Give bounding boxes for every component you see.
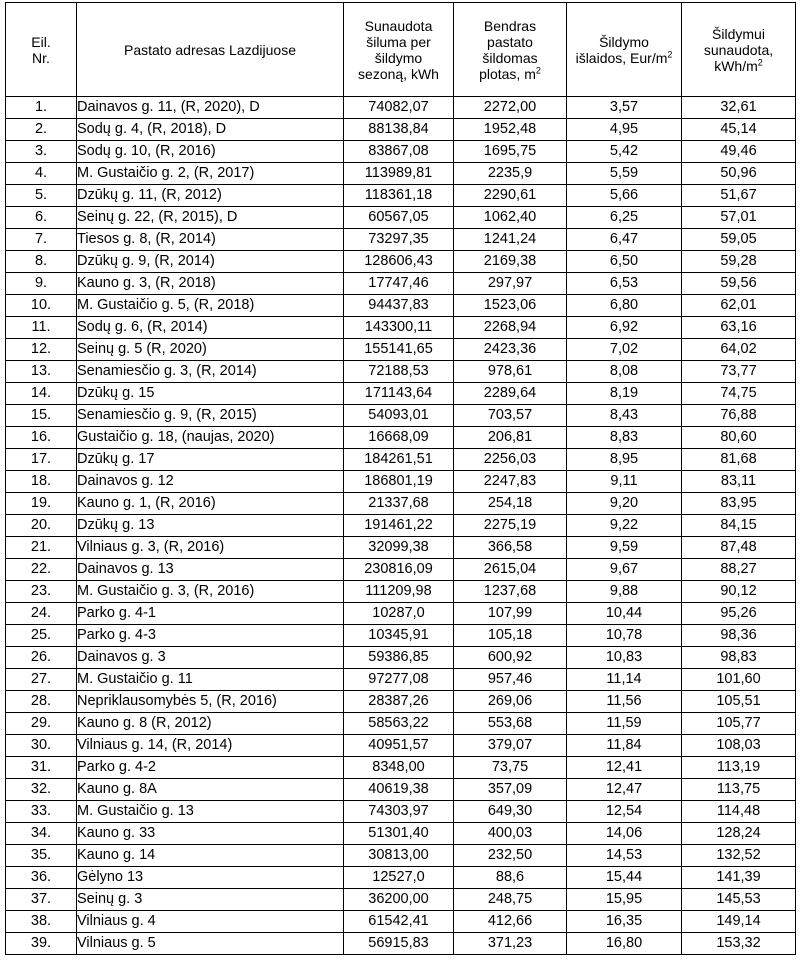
row-cost: 15,44 [567, 867, 682, 889]
table-row [6, 273, 796, 295]
row-per-m2: 59,56 [682, 273, 796, 295]
table-row [6, 251, 796, 273]
row-energy: 72188,53 [344, 361, 454, 383]
row-energy: 58563,22 [344, 713, 454, 735]
table-row [6, 691, 796, 713]
row-area: 649,30 [454, 801, 567, 823]
row-number: 33. [6, 801, 77, 823]
row-area: 957,46 [454, 669, 567, 691]
row-per-m2: 50,96 [682, 163, 796, 185]
row-area: 2247,83 [454, 471, 567, 493]
row-number: 20. [6, 515, 77, 537]
row-number: 13. [6, 361, 77, 383]
header-nr: Eil. Nr. [6, 3, 77, 97]
row-number: 12. [6, 339, 77, 361]
row-energy: 191461,22 [344, 515, 454, 537]
row-energy: 74303,97 [344, 801, 454, 823]
row-area: 600,92 [454, 647, 567, 669]
row-energy: 59386,85 [344, 647, 454, 669]
row-energy: 111209,98 [344, 581, 454, 603]
row-per-m2: 59,28 [682, 251, 796, 273]
row-number: 25. [6, 625, 77, 647]
row-address: Kauno g. 33 [77, 823, 344, 845]
row-per-m2: 113,75 [682, 779, 796, 801]
row-address: M. Gustaičio g. 2, (R, 2017) [77, 163, 344, 185]
row-address: Gustaičio g. 18, (naujas, 2020) [77, 427, 344, 449]
row-area: 1062,40 [454, 207, 567, 229]
row-cost: 6,53 [567, 273, 682, 295]
row-per-m2: 63,16 [682, 317, 796, 339]
row-area: 2615,04 [454, 559, 567, 581]
table-row [6, 537, 796, 559]
row-cost: 9,67 [567, 559, 682, 581]
table-row [6, 185, 796, 207]
row-energy: 97277,08 [344, 669, 454, 691]
table-row [6, 339, 796, 361]
row-cost: 11,56 [567, 691, 682, 713]
row-number: 26. [6, 647, 77, 669]
table-row [6, 515, 796, 537]
row-cost: 6,50 [567, 251, 682, 273]
row-energy: 128606,43 [344, 251, 454, 273]
row-number: 3. [6, 141, 77, 163]
row-energy: 155141,65 [344, 339, 454, 361]
table-row [6, 779, 796, 801]
row-area: 105,18 [454, 625, 567, 647]
row-area: 2275,19 [454, 515, 567, 537]
row-cost: 12,47 [567, 779, 682, 801]
row-cost: 6,80 [567, 295, 682, 317]
row-number: 16. [6, 427, 77, 449]
table-row [6, 97, 796, 119]
row-area: 400,03 [454, 823, 567, 845]
row-address: Dzūkų g. 11, (R, 2012) [77, 185, 344, 207]
row-number: 24. [6, 603, 77, 625]
row-cost: 16,35 [567, 911, 682, 933]
row-address: Dzūkų g. 9, (R, 2014) [77, 251, 344, 273]
row-energy: 113989,81 [344, 163, 454, 185]
table-row [6, 383, 796, 405]
row-energy: 8348,00 [344, 757, 454, 779]
header-row [6, 3, 796, 97]
table-row [6, 647, 796, 669]
table-row [6, 427, 796, 449]
table-row [6, 823, 796, 845]
row-area: 703,57 [454, 405, 567, 427]
row-area: 1237,68 [454, 581, 567, 603]
row-energy: 10287,0 [344, 603, 454, 625]
row-number: 9. [6, 273, 77, 295]
row-area: 2272,00 [454, 97, 567, 119]
row-per-m2: 64,02 [682, 339, 796, 361]
row-number: 6. [6, 207, 77, 229]
row-area: 412,66 [454, 911, 567, 933]
row-number: 4. [6, 163, 77, 185]
row-address: Dainavos g. 13 [77, 559, 344, 581]
row-address: Dainavos g. 3 [77, 647, 344, 669]
row-per-m2: 76,88 [682, 405, 796, 427]
row-number: 23. [6, 581, 77, 603]
row-number: 7. [6, 229, 77, 251]
table-row [6, 361, 796, 383]
row-area: 2169,38 [454, 251, 567, 273]
row-address: Vilniaus g. 4 [77, 911, 344, 933]
row-energy: 10345,91 [344, 625, 454, 647]
row-number: 32. [6, 779, 77, 801]
row-number: 21. [6, 537, 77, 559]
row-area: 88,6 [454, 867, 567, 889]
row-area: 206,81 [454, 427, 567, 449]
row-number: 37. [6, 889, 77, 911]
row-per-m2: 88,27 [682, 559, 796, 581]
row-address: Vilniaus g. 14, (R, 2014) [77, 735, 344, 757]
row-area: 254,18 [454, 493, 567, 515]
row-number: 39. [6, 933, 77, 955]
row-number: 5. [6, 185, 77, 207]
row-energy: 21337,68 [344, 493, 454, 515]
row-address: Nepriklausomybės 5, (R, 2016) [77, 691, 344, 713]
row-cost: 10,83 [567, 647, 682, 669]
row-area: 379,07 [454, 735, 567, 757]
table-row [6, 911, 796, 933]
row-number: 1. [6, 97, 77, 119]
row-area: 269,06 [454, 691, 567, 713]
header-energy: Sunaudota šiluma per šildymo sezoną, kWh [344, 3, 454, 97]
row-cost: 7,02 [567, 339, 682, 361]
row-per-m2: 132,52 [682, 845, 796, 867]
row-cost: 8,95 [567, 449, 682, 471]
table-row [6, 845, 796, 867]
row-address: Kauno g. 1, (R, 2016) [77, 493, 344, 515]
row-address: Vilniaus g. 5 [77, 933, 344, 955]
row-energy: 230816,09 [344, 559, 454, 581]
row-area: 2289,64 [454, 383, 567, 405]
table-row [6, 713, 796, 735]
row-per-m2: 105,77 [682, 713, 796, 735]
row-address: M. Gustaičio g. 11 [77, 669, 344, 691]
row-cost: 5,66 [567, 185, 682, 207]
row-cost: 14,06 [567, 823, 682, 845]
row-address: Senamiesčio g. 3, (R, 2014) [77, 361, 344, 383]
row-address: Sodų g. 10, (R, 2016) [77, 141, 344, 163]
table-row [6, 559, 796, 581]
table-row [6, 603, 796, 625]
row-address: Dainavos g. 11, (R, 2020), D [77, 97, 344, 119]
table-row [6, 757, 796, 779]
row-area: 1952,48 [454, 119, 567, 141]
row-per-m2: 153,32 [682, 933, 796, 955]
row-cost: 11,84 [567, 735, 682, 757]
row-energy: 40619,38 [344, 779, 454, 801]
row-address: Dainavos g. 12 [77, 471, 344, 493]
row-area: 107,99 [454, 603, 567, 625]
table-row [6, 405, 796, 427]
row-number: 31. [6, 757, 77, 779]
row-address: Sodų g. 4, (R, 2018), D [77, 119, 344, 141]
row-address: Parko g. 4-1 [77, 603, 344, 625]
header-area: Bendras pastato šildomas plotas, $m^2$ [454, 3, 567, 97]
row-cost: 9,11 [567, 471, 682, 493]
row-area: 357,09 [454, 779, 567, 801]
row-number: 11. [6, 317, 77, 339]
row-number: 22. [6, 559, 77, 581]
row-per-m2: 83,95 [682, 493, 796, 515]
row-address: Kauno g. 14 [77, 845, 344, 867]
row-number: 19. [6, 493, 77, 515]
row-address: Parko g. 4-2 [77, 757, 344, 779]
row-area: 2256,03 [454, 449, 567, 471]
table-row [6, 449, 796, 471]
row-energy: 30813,00 [344, 845, 454, 867]
row-number: 30. [6, 735, 77, 757]
row-per-m2: 74,75 [682, 383, 796, 405]
row-per-m2: 95,26 [682, 603, 796, 625]
row-cost: 4,95 [567, 119, 682, 141]
row-cost: 9,22 [567, 515, 682, 537]
row-address: Senamiesčio g. 9, (R, 2015) [77, 405, 344, 427]
row-address: Tiesos g. 8, (R, 2014) [77, 229, 344, 251]
row-per-m2: 59,05 [682, 229, 796, 251]
row-per-m2: 149,14 [682, 911, 796, 933]
table-container [5, 2, 796, 955]
table-row [6, 471, 796, 493]
row-energy: 54093,01 [344, 405, 454, 427]
row-address: Seinų g. 5 (R, 2020) [77, 339, 344, 361]
row-cost: 5,42 [567, 141, 682, 163]
row-address: M. Gustaičio g. 3, (R, 2016) [77, 581, 344, 603]
row-area: 2268,94 [454, 317, 567, 339]
row-per-m2: 98,36 [682, 625, 796, 647]
row-per-m2: 114,48 [682, 801, 796, 823]
row-cost: 12,41 [567, 757, 682, 779]
row-energy: 184261,51 [344, 449, 454, 471]
row-address: Seinų g. 3 [77, 889, 344, 911]
heating-table [5, 2, 796, 955]
row-number: 34. [6, 823, 77, 845]
row-per-m2: 108,03 [682, 735, 796, 757]
row-cost: 6,25 [567, 207, 682, 229]
row-per-m2: 87,48 [682, 537, 796, 559]
row-cost: 9,88 [567, 581, 682, 603]
row-address: Dzūkų g. 13 [77, 515, 344, 537]
row-number: 17. [6, 449, 77, 471]
table-body [6, 97, 796, 955]
row-address: Sodų g. 6, (R, 2014) [77, 317, 344, 339]
row-energy: 17747,46 [344, 273, 454, 295]
row-cost: 14,53 [567, 845, 682, 867]
row-per-m2: 83,11 [682, 471, 796, 493]
row-per-m2: 113,19 [682, 757, 796, 779]
row-energy: 171143,64 [344, 383, 454, 405]
row-address: Gėlyno 13 [77, 867, 344, 889]
row-per-m2: 57,01 [682, 207, 796, 229]
row-number: 18. [6, 471, 77, 493]
row-area: 248,75 [454, 889, 567, 911]
row-per-m2: 32,61 [682, 97, 796, 119]
table-row [6, 119, 796, 141]
row-cost: 8,19 [567, 383, 682, 405]
row-per-m2: 141,39 [682, 867, 796, 889]
table-row [6, 889, 796, 911]
row-per-m2: 98,83 [682, 647, 796, 669]
row-cost: 16,80 [567, 933, 682, 955]
row-energy: 61542,41 [344, 911, 454, 933]
row-energy: 74082,07 [344, 97, 454, 119]
row-per-m2: 73,77 [682, 361, 796, 383]
row-cost: 11,14 [567, 669, 682, 691]
row-energy: 12527,0 [344, 867, 454, 889]
row-cost: 11,59 [567, 713, 682, 735]
row-address: Seinų g. 22, (R, 2015), D [77, 207, 344, 229]
row-address: Dzūkų g. 17 [77, 449, 344, 471]
row-energy: 56915,83 [344, 933, 454, 955]
table-row [6, 207, 796, 229]
row-area: 73,75 [454, 757, 567, 779]
header-per-m2: Šildymui sunaudota, kWh/$m^2$ [682, 3, 796, 97]
row-energy: 88138,84 [344, 119, 454, 141]
row-area: 2423,36 [454, 339, 567, 361]
row-address: Kauno g. 8A [77, 779, 344, 801]
row-number: 36. [6, 867, 77, 889]
row-cost: 5,59 [567, 163, 682, 185]
row-per-m2: 45,14 [682, 119, 796, 141]
row-number: 15. [6, 405, 77, 427]
row-number: 2. [6, 119, 77, 141]
cost-unit-superscript: 2 [667, 48, 673, 59]
row-address: M. Gustaičio g. 5, (R, 2018) [77, 295, 344, 317]
row-cost: 6,47 [567, 229, 682, 251]
table-header [6, 3, 796, 97]
per-m2-unit-superscript: 2 [757, 56, 763, 67]
row-energy: 51301,40 [344, 823, 454, 845]
row-cost: 9,20 [567, 493, 682, 515]
row-number: 10. [6, 295, 77, 317]
row-number: 35. [6, 845, 77, 867]
row-address: Dzūkų g. 15 [77, 383, 344, 405]
table-row [6, 581, 796, 603]
row-per-m2: 81,68 [682, 449, 796, 471]
table-row [6, 163, 796, 185]
row-energy: 36200,00 [344, 889, 454, 911]
row-area: 1695,75 [454, 141, 567, 163]
row-address: Vilniaus g. 3, (R, 2016) [77, 537, 344, 559]
row-area: 366,58 [454, 537, 567, 559]
row-per-m2: 49,46 [682, 141, 796, 163]
row-cost: 3,57 [567, 97, 682, 119]
row-energy: 73297,35 [344, 229, 454, 251]
row-per-m2: 101,60 [682, 669, 796, 691]
row-address: Parko g. 4-3 [77, 625, 344, 647]
row-energy: 118361,18 [344, 185, 454, 207]
row-address: M. Gustaičio g. 13 [77, 801, 344, 823]
row-area: 297,97 [454, 273, 567, 295]
row-energy: 28387,26 [344, 691, 454, 713]
row-per-m2: 128,24 [682, 823, 796, 845]
row-number: 38. [6, 911, 77, 933]
row-cost: 8,83 [567, 427, 682, 449]
table-row [6, 141, 796, 163]
row-cost: 10,78 [567, 625, 682, 647]
row-cost: 9,59 [567, 537, 682, 559]
row-energy: 83867,08 [344, 141, 454, 163]
row-number: 8. [6, 251, 77, 273]
row-per-m2: 62,01 [682, 295, 796, 317]
row-number: 14. [6, 383, 77, 405]
row-cost: 6,92 [567, 317, 682, 339]
row-area: 1523,06 [454, 295, 567, 317]
row-per-m2: 80,60 [682, 427, 796, 449]
row-area: 1241,24 [454, 229, 567, 251]
row-energy: 60567,05 [344, 207, 454, 229]
row-per-m2: 145,53 [682, 889, 796, 911]
row-area: 2290,61 [454, 185, 567, 207]
row-cost: 10,44 [567, 603, 682, 625]
row-area: 232,50 [454, 845, 567, 867]
row-per-m2: 90,12 [682, 581, 796, 603]
row-energy: 40951,57 [344, 735, 454, 757]
table-row [6, 625, 796, 647]
row-cost: 8,43 [567, 405, 682, 427]
area-unit-superscript: 2 [535, 64, 541, 75]
row-per-m2: 51,67 [682, 185, 796, 207]
row-energy: 16668,09 [344, 427, 454, 449]
row-area: 2235,9 [454, 163, 567, 185]
row-address: Kauno g. 8 (R, 2012) [77, 713, 344, 735]
row-area: 371,23 [454, 933, 567, 955]
row-area: 553,68 [454, 713, 567, 735]
table-row [6, 735, 796, 757]
row-energy: 94437,83 [344, 295, 454, 317]
row-cost: 15,95 [567, 889, 682, 911]
row-energy: 143300,11 [344, 317, 454, 339]
row-energy: 32099,38 [344, 537, 454, 559]
row-number: 28. [6, 691, 77, 713]
table-row [6, 493, 796, 515]
table-row [6, 669, 796, 691]
row-number: 29. [6, 713, 77, 735]
header-address: Pastato adresas Lazdijuose [77, 3, 344, 97]
table-row [6, 867, 796, 889]
row-per-m2: 105,51 [682, 691, 796, 713]
table-row [6, 295, 796, 317]
table-row [6, 229, 796, 251]
row-cost: 12,54 [567, 801, 682, 823]
row-energy: 186801,19 [344, 471, 454, 493]
table-row [6, 317, 796, 339]
row-cost: 8,08 [567, 361, 682, 383]
row-address: Kauno g. 3, (R, 2018) [77, 273, 344, 295]
row-area: 978,61 [454, 361, 567, 383]
header-cost: Šildymo išlaidos, Eur/$m^2$ [567, 3, 682, 97]
table-row [6, 933, 796, 955]
table-row [6, 801, 796, 823]
row-number: 27. [6, 669, 77, 691]
row-per-m2: 84,15 [682, 515, 796, 537]
